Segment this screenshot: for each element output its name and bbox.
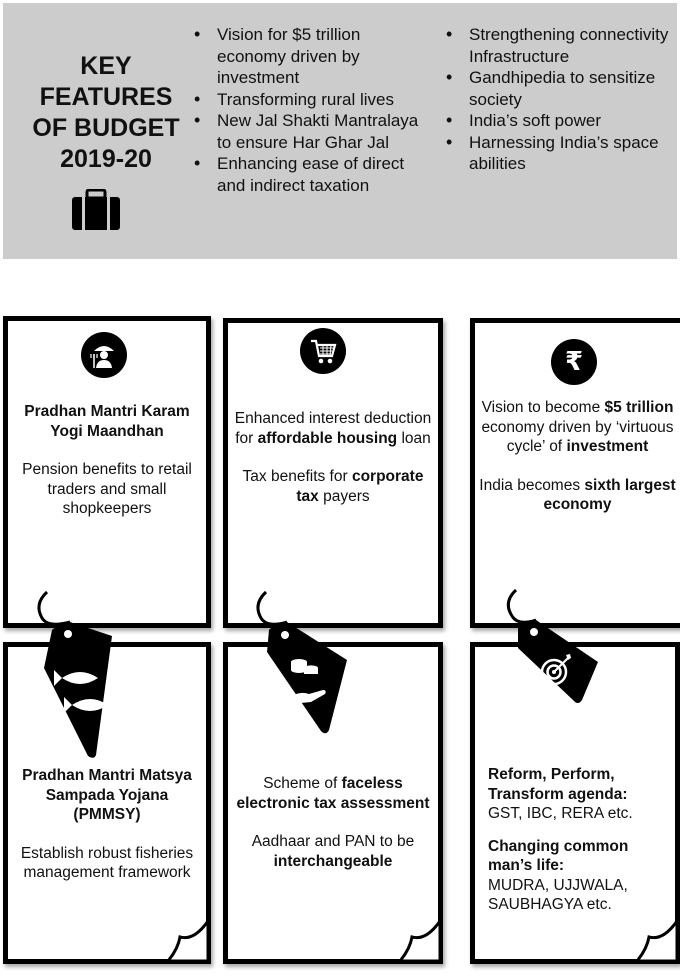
text-run: India becomes [479, 476, 585, 494]
title-line: 2019-20 [60, 145, 152, 173]
page-title [31, 51, 181, 175]
text-emphasis: investment [566, 438, 649, 455]
title-line: KEY [80, 52, 132, 80]
text-emphasis: faceless electronic tax assessment [236, 775, 430, 812]
card-paragraph [232, 774, 434, 813]
card-title: Pradhan Mantri Karam Yogi Maandhan [24, 403, 190, 440]
text-run: economy driven by ‘virtuous cycle’ of [481, 418, 674, 455]
list-item: • New Jal Shakti Mantralaya to ensure Har Ghar Jal [191, 110, 431, 153]
card-paragraph [479, 476, 676, 515]
text-run: Vision to become [481, 399, 605, 416]
list-item: • Enhancing ease of direct and indirect taxation [191, 153, 431, 196]
title-line: OF BUDGET [32, 114, 180, 142]
card-heading: Changing common man’s life: [488, 837, 629, 874]
text-run: Aadhaar and PAN to be [251, 833, 415, 850]
briefcase-icon [71, 189, 121, 231]
target-tag [504, 588, 604, 706]
page-curl [168, 921, 208, 961]
key-features-list-right [443, 24, 679, 175]
card-body: Establish robust fisheries management framework [20, 844, 194, 881]
title-line: FEATURES [39, 83, 173, 111]
text-run: loan [397, 429, 431, 447]
card-five-trillion [470, 318, 680, 628]
text-run: Enhanced interest deduction for [234, 410, 432, 447]
list-item: • Transforming rural lives [191, 89, 431, 111]
text-run: payers [318, 487, 370, 505]
list-item: • Vision for $5 trillion economy driven by investment [191, 24, 431, 89]
text-emphasis: $5 trillion [604, 399, 674, 416]
key-features-list-left [191, 24, 431, 196]
list-item: • Harnessing India’s space abilities [443, 132, 679, 175]
card-paragraph [232, 467, 434, 506]
list-item: • India’s soft power [443, 110, 679, 132]
card-housing-tax [223, 318, 443, 628]
list-item: • Strengthening connectivity Infrastructure [443, 24, 679, 67]
text-run: Tax benefits for [242, 468, 352, 485]
header-banner [3, 3, 677, 259]
list-item: • Gandhipedia to sensitize society [443, 67, 679, 110]
rupee-icon: ₹ [551, 339, 597, 385]
text-emphasis: interchangeable [273, 852, 393, 870]
text-emphasis: corporate tax [296, 468, 424, 505]
card-body: Pension benefits to retail traders and small shopkeepers [22, 461, 192, 517]
card-paragraph [479, 398, 676, 457]
fish-tag [30, 590, 120, 762]
card-paragraph [232, 409, 434, 448]
shopping-cart-icon [300, 328, 346, 374]
text-run: Scheme of [263, 775, 342, 792]
card-title: Pradhan Mantri Matsya Sampada Yojana (PMMSY) [22, 767, 192, 823]
coins-tag [253, 590, 353, 740]
card-heading: Reform, Perform, Transform agenda: [488, 766, 628, 803]
card-paragraph [232, 832, 434, 871]
card-text: MUDRA, UJJWALA, SAUBHAGYA etc. [488, 876, 628, 913]
card-karam-yogi [3, 316, 211, 628]
text-emphasis: affordable housing [257, 429, 398, 447]
farmer-icon [81, 332, 127, 378]
page-curl [637, 921, 677, 961]
card-text: GST, IBC, RERA etc. [488, 805, 633, 822]
page-curl [400, 921, 440, 961]
text-emphasis: sixth largest economy [543, 476, 676, 513]
